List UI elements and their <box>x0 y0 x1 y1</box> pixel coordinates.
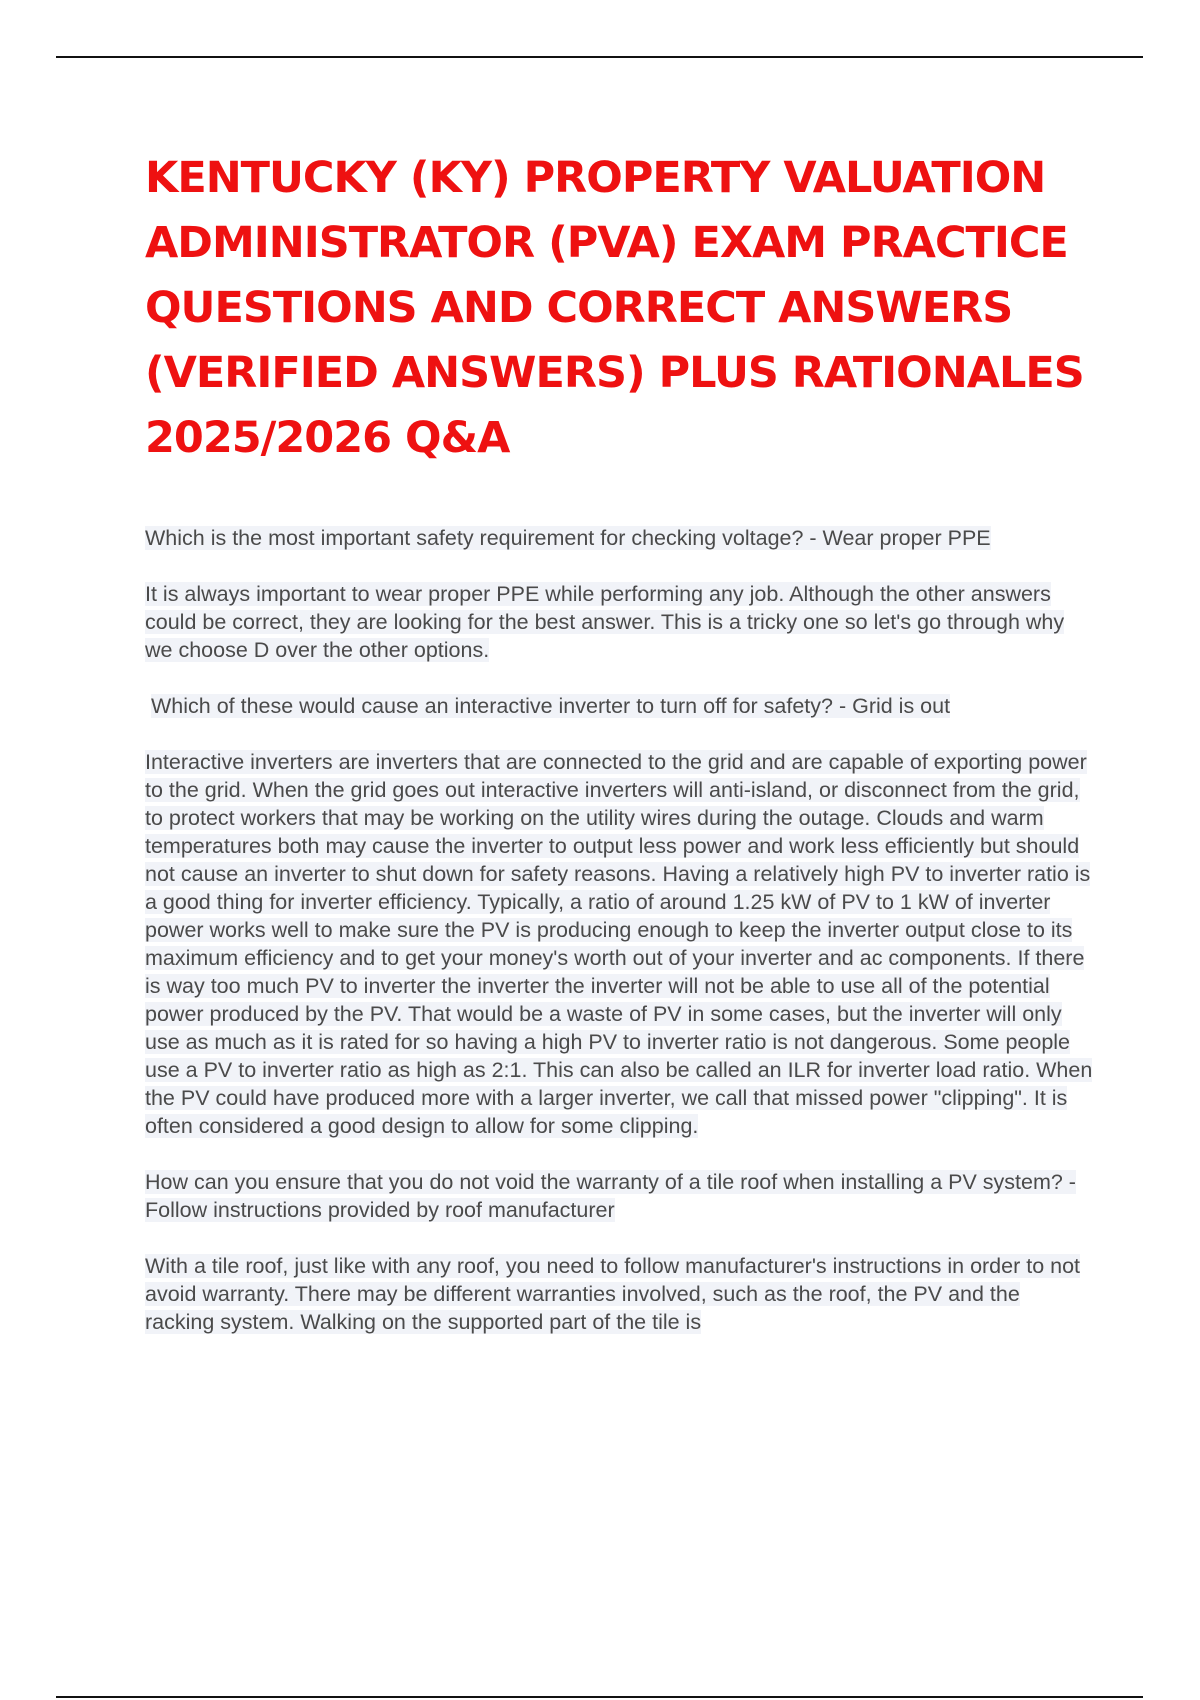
rationale-1-text: It is always important to wear proper PPE while performing any job. Although the other answers could be correct, they are looking for the best answer. This is a tricky one so let's go through why we choose D over the other options. <box>145 582 1065 662</box>
rationale-1 <box>145 580 1095 664</box>
rationale-2-text: Interactive inverters are inverters that are connected to the grid and are capable of exporting power to the grid. When the grid goes out interactive inverters will anti-island, or disconnect from the grid, to protect workers that may be working on the utility wires during the outage. Clouds and warm temperatures both may cause the inverter to output less power and work less efficiently but should not cause an inverter to shut down for safety reasons. Having a relatively high PV to inverter ratio is a good thing for inverter efficiency. Typically, a ratio of around 1.25 kW of PV to 1 kW of inverter power works well to make sure the PV is producing enough to keep the inverter output close to its maximum efficiency and to get your money's worth out of your inverter and ac components. If there is way too much PV to inverter the inverter the inverter will not be able to use all of the potential power produced by the PV. That would be a waste of PV in some cases, but the inverter will only use as much as it is rated for so having a high PV to inverter ratio is not dangerous. Some people use a PV to inverter ratio as high as 2:1. This can also be called an ILR for inverter load ratio. When the PV could have produced more with a larger inverter, we call that missed power "clipping". It is often considered a good design to allow for some clipping. <box>145 750 1093 1138</box>
question-2 <box>145 692 1095 720</box>
question-3 <box>145 1168 1095 1224</box>
question-2-text: Which of these would cause an interactive inverter to turn off for safety? - Grid is out <box>151 694 951 718</box>
rationale-3-text: With a tile roof, just like with any roof, you need to follow manufacturer's instructions in order to not avoid warranty. There may be different warranties involved, such as the roof, the PV and the racking system. Walking on the supported part of the tile is <box>145 1254 1081 1334</box>
document-body <box>145 524 1095 1364</box>
rationale-2 <box>145 748 1095 1140</box>
question-1-text: Which is the most important safety requirement for checking voltage? - Wear proper PPE <box>145 526 991 550</box>
question-3-text: How can you ensure that you do not void the warranty of a tile roof when installing a PV system? - Follow instructions provided by roof manufacturer <box>145 1170 1076 1222</box>
top-rule <box>56 56 1143 58</box>
document-title: KENTUCKY (KY) PROPERTY VALUATION ADMINISTRATOR (PVA) EXAM PRACTICE QUESTIONS AND CORRECT ANSWERS (VERIFIED ANSWERS) PLUS RATIONALES 2025/2026 Q&A <box>145 153 1084 463</box>
rationale-3 <box>145 1252 1095 1336</box>
bottom-rule <box>56 1696 1143 1698</box>
question-1 <box>145 524 1095 552</box>
